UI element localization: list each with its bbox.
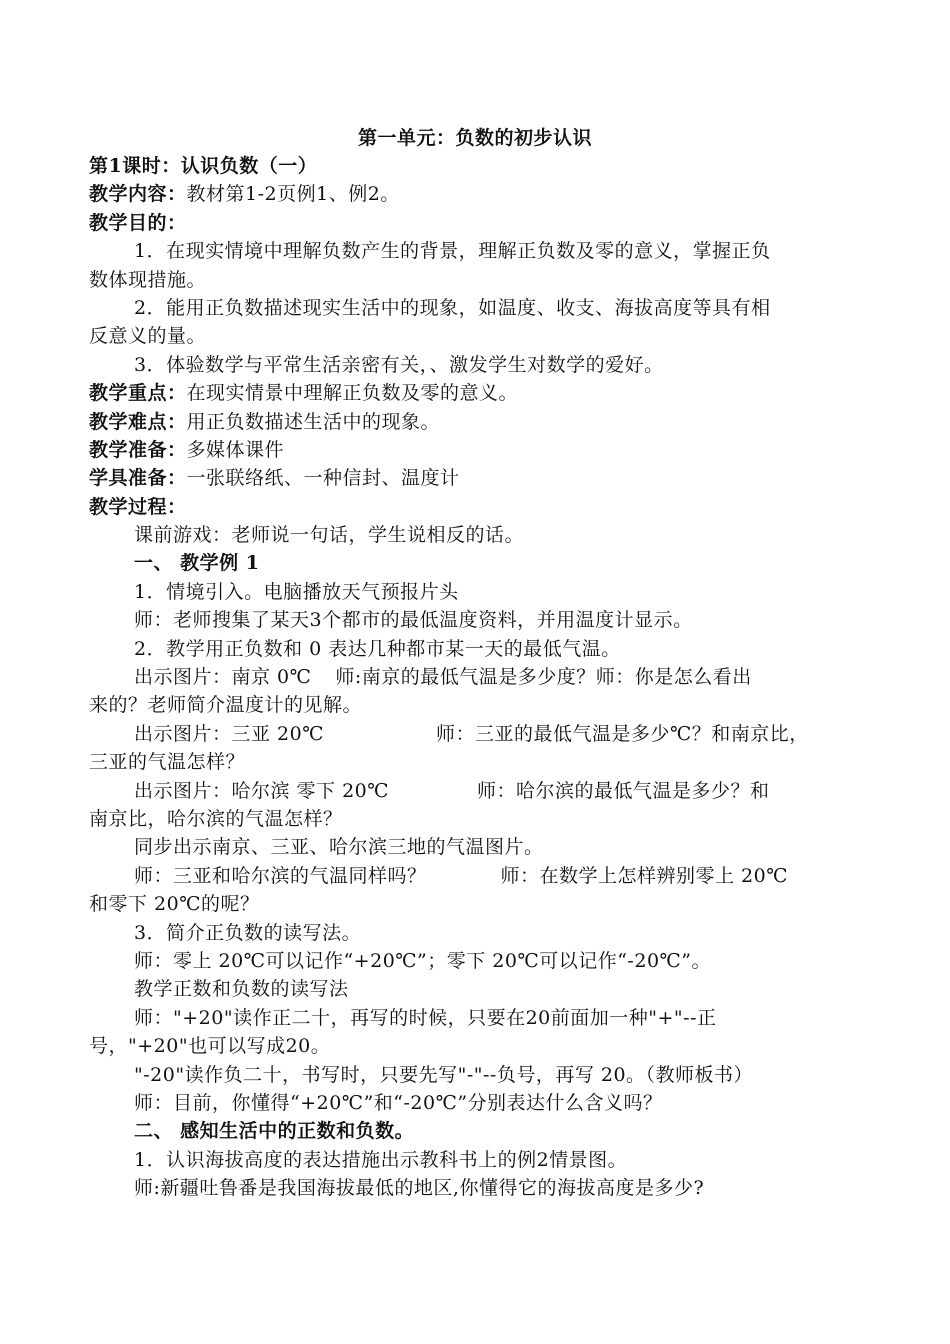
process-line — [89, 777, 869, 805]
teacher-question: 师：三亚的最低气温是多少℃？和南京比， — [435, 722, 809, 745]
section-heading-2: 二、 感知生活中的正数和负数。 — [134, 1120, 415, 1143]
goal-3: 3．体验数学与平常生活亲密有关，、激发学生对数学的爱好。 — [134, 353, 664, 376]
process-line — [89, 720, 869, 748]
process-label: 教学过程： — [89, 495, 187, 518]
key-text: 在现实情景中理解正负数及零的意义。 — [186, 382, 519, 405]
goal-1-line-1: 1．在现实情境中理解负数产生的背景，理解正负数及零的意义，掌握正负 — [134, 240, 771, 263]
process-line: 师:新疆吐鲁番是我国海拔最低的地区,你懂得它的海拔高度是多少? — [134, 1177, 705, 1200]
process-line — [89, 663, 869, 691]
content-label: 教学内容： — [89, 183, 187, 206]
process-line: 1．情境引入。电脑播放天气预报片头 — [134, 580, 459, 603]
process-line: 1．认识海拔高度的表达措施出示教科书上的例2情景图。 — [134, 1148, 628, 1171]
process-line: 三亚的气温怎样？ — [89, 751, 246, 774]
key-label: 教学重点： — [89, 382, 187, 405]
teaching-prep — [89, 436, 869, 464]
key-point — [89, 379, 869, 407]
goals-label: 教学目的： — [89, 211, 187, 234]
process-line: 师：老师搜集了某天3个都市的最低温度资料，并用温度计显示。 — [134, 609, 693, 632]
process-line: 2．教学用正负数和 0 表达几种都市某一天的最低气温。 — [134, 637, 621, 660]
difficulty-text: 用正负数描述生活中的现象。 — [186, 410, 441, 433]
tools-label: 学具准备： — [89, 467, 187, 490]
teacher-question: 师:南京的最低气温是多少度？师：你是怎么看出 — [335, 666, 752, 689]
unit-title: 第一单元：负数的初步认识 — [357, 127, 592, 149]
process-line: 师："+20"读作正二十，再写的时候，只要在20前面加一种"+"--正 — [134, 1006, 717, 1029]
process-line: "-20"读作负二十，书写时，只要先写"-"--负号，再写 20。（教师板书） — [134, 1063, 754, 1086]
difficulty-point — [89, 408, 869, 436]
teaching-content — [89, 180, 869, 208]
goal-2-line-2: 反意义的量。 — [89, 325, 207, 348]
teacher-question: 师：哈尔滨的最低气温是多少？和 — [477, 779, 770, 802]
process-line: 教学正数和负数的读写法 — [134, 978, 349, 1001]
student-tools — [89, 464, 869, 492]
process-line — [89, 862, 869, 890]
lesson-body — [89, 152, 869, 1202]
process-line: 来的？老师简介温度计的见解。 — [89, 694, 363, 717]
content-text: 教材第1-2页例1、例2。 — [186, 183, 400, 206]
picture-nanjing: 出示图片：南京 0℃ — [134, 666, 312, 689]
process-line: 南京比，哈尔滨的气温怎样？ — [89, 807, 343, 830]
section-heading-1: 一、 教学例 1 — [134, 552, 260, 575]
process-line: 同步出示南京、三亚、哈尔滨三地的气温图片。 — [134, 836, 544, 859]
teacher-question: 师：三亚和哈尔滨的气温同样吗？ — [134, 864, 427, 887]
process-line: 师：目前，你懂得“+20℃”和“-20℃”分别表达什么含义吗？ — [134, 1091, 663, 1114]
goal-1-line-2: 数体现措施。 — [89, 268, 207, 291]
process-line: 师：零上 20℃可以记作“+20℃”；零下 20℃可以记作“-20℃”。 — [134, 949, 711, 972]
prep-text: 多媒体课件 — [186, 438, 285, 461]
picture-sanya: 出示图片：三亚 20℃ — [134, 722, 324, 745]
prep-label: 教学准备： — [89, 438, 187, 461]
goal-2-line-1: 2．能用正负数描述现实生活中的现象，如温度、收支、海拔高度等具有相 — [134, 296, 771, 319]
process-line: 号，"+20"也可以写成20。 — [89, 1035, 331, 1058]
process-line: 3．简介正负数的读写法。 — [134, 921, 362, 944]
picture-harbin: 出示图片：哈尔滨 零下 20℃ — [134, 779, 390, 802]
process-line: 和零下 20℃的呢？ — [89, 893, 260, 916]
teacher-question: 师：在数学上怎样辨别零上 20℃ — [500, 864, 788, 887]
process-line: 课前游戏：老师说一句话，学生说相反的话。 — [134, 524, 525, 547]
difficulty-label: 教学难点： — [89, 410, 187, 433]
lesson-heading: 第1课时：认识负数（一） — [89, 155, 318, 177]
tools-text: 一张联络纸、一种信封、温度计 — [186, 467, 460, 490]
